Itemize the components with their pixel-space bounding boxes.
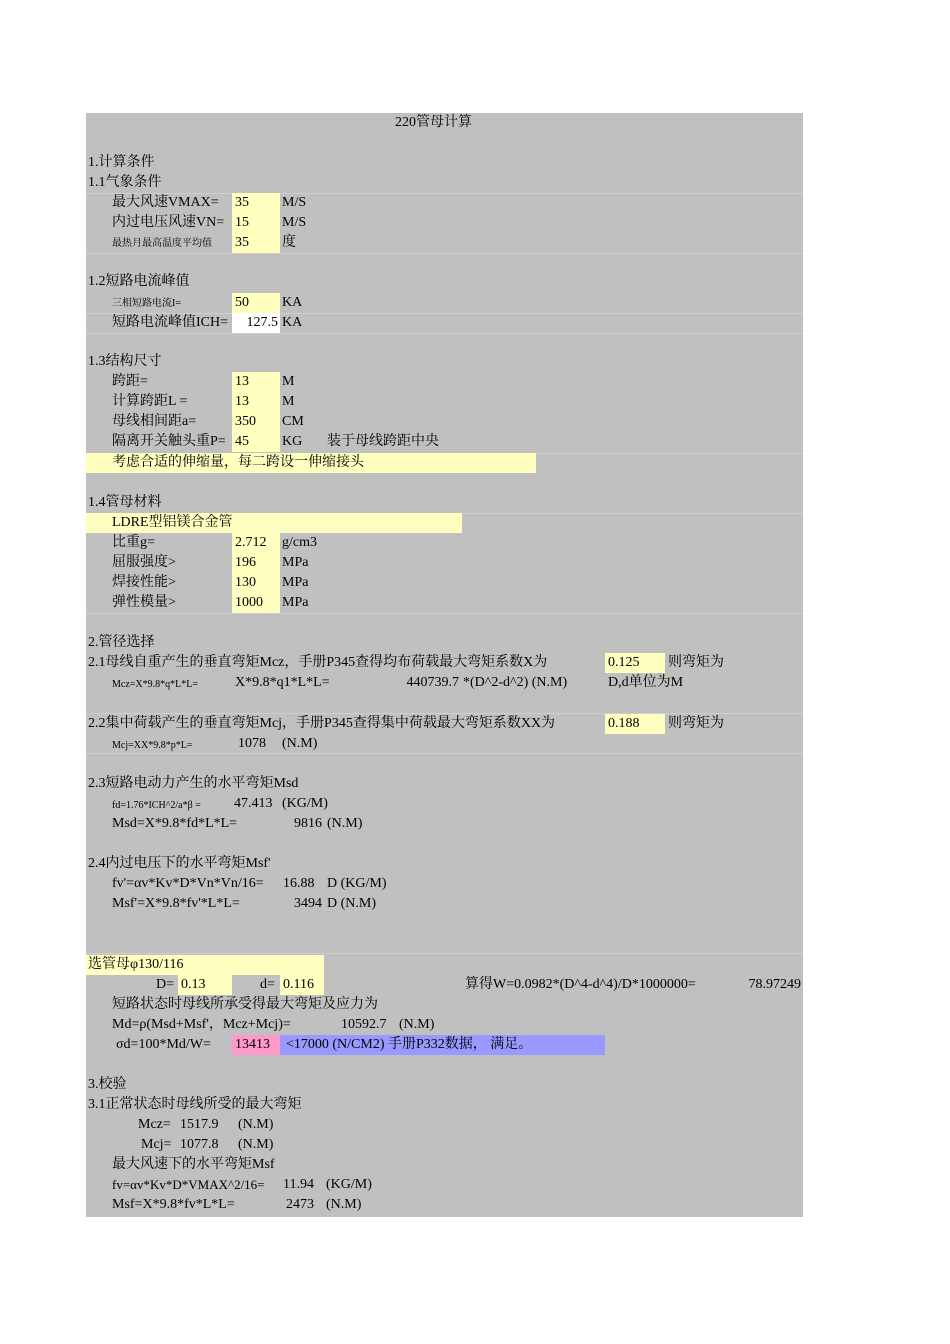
fd-value: 47.413 — [234, 796, 273, 811]
row-divider — [86, 613, 803, 614]
field-label: 跨距= — [112, 374, 148, 389]
formula-label: fv'=αv*Kv*D*Vn*Vn/16= — [112, 876, 264, 891]
formula-label: X*9.8*q1*L*L= — [235, 675, 330, 690]
formula-label: fv=αv*Kv*D*VMAX^2/16= — [112, 1177, 265, 1192]
unit-label: (KG/M) — [282, 796, 328, 811]
vn-value[interactable]: 15 — [235, 215, 249, 230]
unit-label: (N.M) — [327, 816, 363, 831]
unit-label: M/S — [282, 195, 307, 210]
text-label: 最大风速下的水平弯矩Msf — [112, 1157, 275, 1172]
unit-label: (N.M) — [326, 1197, 362, 1212]
w-value: 78.97249 — [748, 977, 801, 992]
unit-label: g/cm3 — [282, 535, 317, 550]
text-label: 则弯矩为 — [668, 655, 724, 670]
stress-value: 13413 — [235, 1037, 270, 1052]
unit-label: M/S — [282, 215, 307, 230]
unit-label: (KG/M) — [326, 1177, 372, 1192]
md-value: 10592.7 — [341, 1017, 387, 1032]
weld-value[interactable]: 130 — [235, 575, 256, 590]
unit-label: D (N.M) — [327, 896, 376, 911]
stress-check-note: <17000 (N/CM2) 手册P332数据， 满足。 — [286, 1037, 533, 1052]
formula-label: Msd=X*9.8*fd*L*L= — [112, 816, 238, 831]
i3-value[interactable]: 50 — [235, 295, 249, 310]
field-label: 内过电压风速VN= — [112, 215, 225, 230]
mcj-value: 1078 — [238, 736, 266, 751]
unit-label: MPa — [282, 575, 309, 590]
field-label: Mcj= — [141, 1137, 172, 1152]
unit-label: KA — [282, 315, 303, 330]
elastic-value[interactable]: 1000 — [235, 595, 263, 610]
switch-weight-value[interactable]: 45 — [235, 434, 249, 449]
section-heading: 1.2短路电流峰值 — [88, 274, 190, 289]
unit-label: KG — [282, 434, 303, 449]
field-label: 隔离开关触头重P= — [112, 434, 226, 449]
unit-label: (N.M) — [399, 1017, 435, 1032]
unit-label: MPa — [282, 555, 309, 570]
formula-label: Msf=X*9.8*fv*L*L= — [112, 1197, 235, 1212]
fv-max-value: 11.94 — [283, 1177, 314, 1192]
unit-label: (N.M) — [238, 1137, 274, 1152]
field-label: D= — [156, 977, 175, 992]
text-label: 短路状态时母线所承受得最大弯矩及应力为 — [112, 997, 378, 1012]
page-title: 220管母计算 — [395, 115, 472, 130]
density-value[interactable]: 2.712 — [235, 535, 267, 550]
section-heading: 2.2集中荷载产生的垂直弯矩Mcj，手册P345查得集中荷载最大弯矩系数XX为 — [88, 716, 556, 731]
coefficient-x-value[interactable]: 0.125 — [608, 655, 640, 670]
row-divider — [86, 953, 803, 954]
msf-max-value: 2473 — [286, 1197, 314, 1212]
section-heading: 3.校验 — [88, 1077, 127, 1092]
field-label: 三相短路电流I= — [112, 298, 181, 309]
unit-label: (N.M) — [238, 1117, 274, 1132]
field-label: Mcz= — [138, 1117, 171, 1132]
yield-value[interactable]: 196 — [235, 555, 256, 570]
check-mcj-value: 1077.8 — [180, 1137, 219, 1152]
section-heading: 1.计算条件 — [88, 155, 155, 170]
field-label: 计算跨距L = — [112, 394, 188, 409]
material-name: LDRE型铝镁合金管 — [112, 515, 233, 530]
field-label: 比重g= — [112, 535, 155, 550]
text-label: 则弯矩为 — [668, 716, 724, 731]
formula-label: fd=1.76*ICH^2/a*β = — [112, 800, 201, 811]
span-value[interactable]: 13 — [235, 374, 249, 389]
unit-label: MPa — [282, 595, 309, 610]
calc-span-value[interactable]: 13 — [235, 394, 249, 409]
coefficient-xx-value[interactable]: 0.188 — [608, 716, 640, 731]
formula-label: Mcz=X*9.8*q*L*L= — [112, 679, 198, 690]
unit-note: D,d单位为M — [608, 675, 684, 690]
mcz-value: 440739.7 — [406, 675, 459, 690]
row-divider — [86, 333, 803, 334]
field-label: 母线相间距a= — [112, 414, 197, 429]
check-mcz-value: 1517.9 — [180, 1117, 219, 1132]
unit-label: CM — [282, 414, 304, 429]
unit-label: KA — [282, 295, 303, 310]
formula-label: σd=100*Md/W= — [116, 1037, 211, 1052]
switch-note: 装于母线跨距中央 — [327, 434, 439, 449]
temp-value[interactable]: 35 — [235, 235, 249, 250]
section-heading: 2.4内过电压下的水平弯矩Msf' — [88, 856, 271, 871]
section-heading: 2.1母线自重产生的垂直弯矩Mcz，手册P345查得均布荷载最大弯矩系数X为 — [88, 655, 548, 670]
inner-diameter-value[interactable]: 0.116 — [283, 977, 314, 992]
formula-tail: *(D^2-d^2) (N.M) — [463, 675, 568, 690]
msf-value: 3494 — [294, 896, 322, 911]
spreadsheet-sheet — [86, 113, 803, 1217]
ich-value: 127.5 — [246, 315, 278, 330]
section-heading: 2.管径选择 — [88, 635, 155, 650]
unit-label: 度 — [282, 235, 296, 250]
msd-value: 9816 — [294, 816, 322, 831]
pipe-selection: 选管母φ130/116 — [88, 957, 184, 972]
fv-value: 16.88 — [283, 876, 315, 891]
formula-label: Msf'=X*9.8*fv'*L*L= — [112, 896, 240, 911]
expansion-note: 考虑合适的伸缩量，每二跨设一伸缩接头 — [112, 455, 364, 470]
unit-label: D (KG/M) — [327, 876, 387, 891]
field-label: 焊接性能> — [112, 575, 176, 590]
vmax-value[interactable]: 35 — [235, 195, 249, 210]
unit-label: M — [282, 374, 295, 389]
section-heading: 1.3结构尺寸 — [88, 354, 162, 369]
section-heading: 1.4管母材料 — [88, 495, 162, 510]
section-heading: 2.3短路电动力产生的水平弯矩Msd — [88, 776, 299, 791]
outer-diameter-value[interactable]: 0.13 — [181, 977, 206, 992]
section-heading: 1.1气象条件 — [88, 175, 162, 190]
row-divider — [86, 753, 803, 754]
field-label: 最热月最高温度平均值 — [112, 238, 212, 249]
formula-label: Md=ρ(Msd+Msf'，Mcz+Mcj)= — [112, 1017, 291, 1032]
field-label: d= — [260, 977, 275, 992]
unit-label: M — [282, 394, 295, 409]
formula-label: Mcj=XX*9.8*p*L= — [112, 740, 193, 751]
field-label: 屈服强度> — [112, 555, 176, 570]
section-heading: 3.1正常状态时母线所受的最大弯矩 — [88, 1097, 302, 1112]
field-label: 短路电流峰值ICH= — [112, 315, 229, 330]
field-label: 最大风速VMAX= — [112, 195, 219, 210]
formula-label: 算得W=0.0982*(D^4-d^4)/D*1000000= — [465, 977, 696, 992]
phase-spacing-value[interactable]: 350 — [235, 414, 256, 429]
field-label: 弹性模量> — [112, 595, 176, 610]
unit-label: (N.M) — [282, 736, 318, 751]
